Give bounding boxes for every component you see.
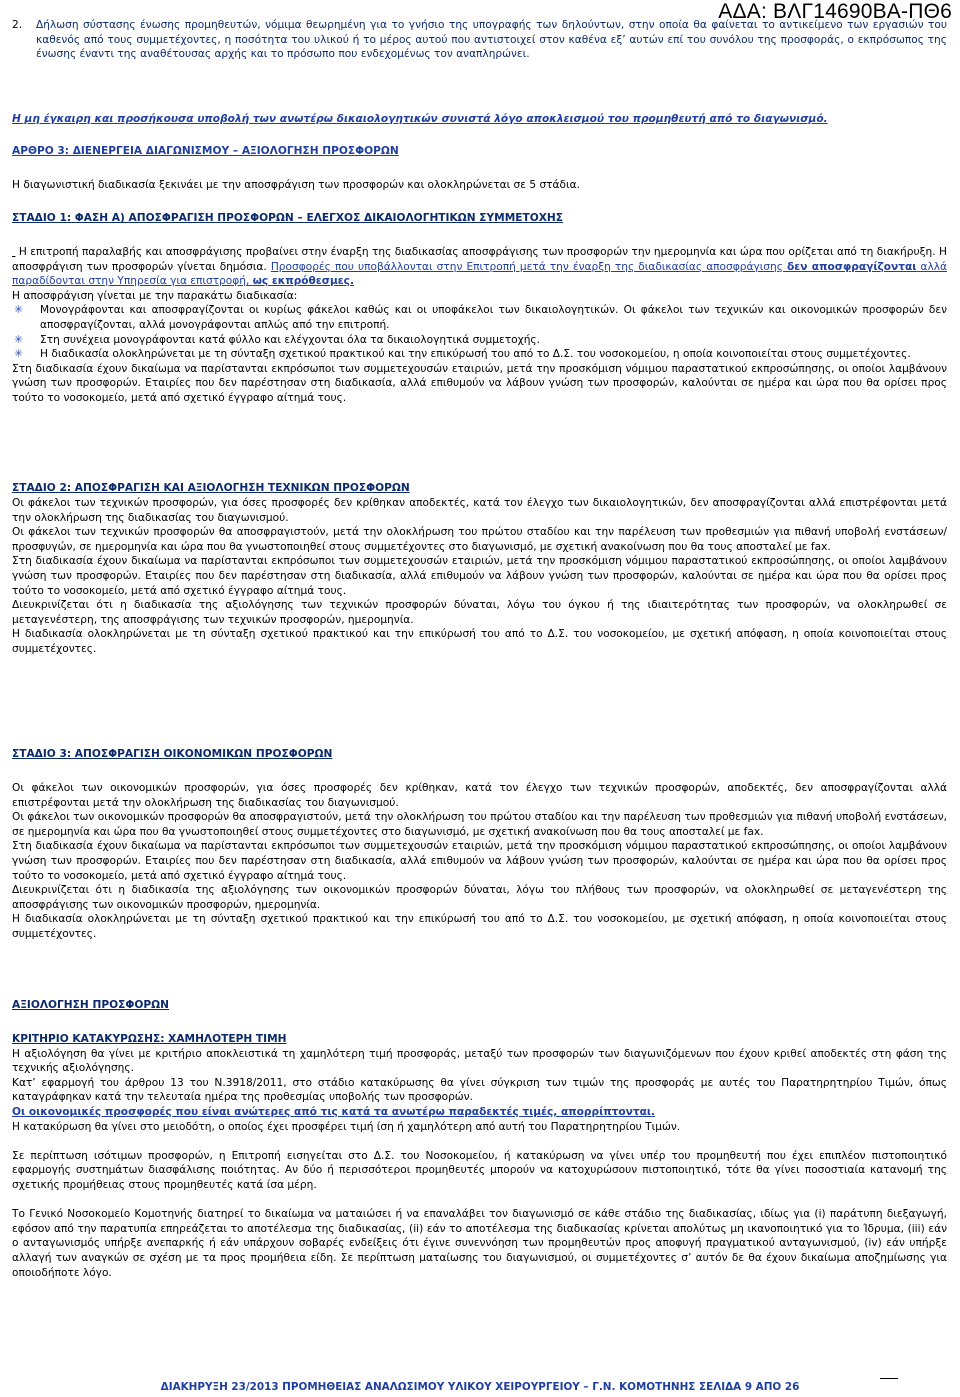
stage-1-heading	[12, 211, 947, 226]
stage-1-title: ΣΤΑΔΙΟ 1: ΦΑΣΗ Α) ΑΠΟΣΦΡΑΓΙΣΗ ΠΡΟΣΦΟΡΩΝ – ΕΛΕΓΧΟΣ ΔΙΚΑΙΟΛΟΓΗΤΙΚΩΝ ΣΥΜΜΕΤΟΧΗΣ	[12, 212, 563, 224]
bullet-text: Η διαδικασία ολοκληρώνεται με τη σύνταξη σχετικού πρακτικού και την επικύρωσή του από το Δ.Σ. του νοσοκομείου, η οποία κοινοποιείται στους συμμετέχοντες.	[40, 348, 911, 361]
article-3-title: ΑΡΘΡΟ 3: ΔΙΕΝΕΡΓΕΙΑ ΔΙΑΓΩΝΙΣΜΟΥ – ΑΞΙΟΛΟΓΗΣΗ ΠΡΟΣΦΟΡΩΝ	[12, 145, 399, 157]
stage-3-paragraph: Διευκρινίζεται ότι η διαδικασία της αξιολόγησης των οικονομικών προσφορών δύναται, λόγω του πλήθους των προσφορών, να ολοκληρωθεί σε μεταγενέστερη της αποσφράγισης των οικονομικών προσφορών, ημερομηνία.	[12, 884, 947, 911]
bullet-item	[12, 347, 947, 362]
stage-2-paragraph: Διευκρινίζεται ότι η διαδικασία της αξιολόγησης των τεχνικών προσφορών δύναται, λόγω του όγκου ή της ιδιαιτερότητας των προσφορών, να ολοκληρωθεί σε μεταγενέστερη, της αποσφράγισης των τεχνικών προσφορών, ημερομηνία.	[12, 599, 947, 626]
late-offers-text: Προσφορές που υποβάλλονται στην Επιτροπή μετά την έναρξη της διαδικασίας αποσφράγισης	[270, 260, 788, 273]
late-label: ως εκπρόθεσμες.	[252, 275, 354, 288]
stage-3-paragraph: Οι φάκελοι των οικονομικών προσφορών θα αποσφραγιστούν, μετά την ολοκλήρωση του πρώτου σταδίου και την παρέλευση των προθεσμιών για πιθανή υποβολή ενστάσεων, σε ημερομηνία και ώρα που θα γνωστοποιηθεί στους συμμετέχοντες στο διαγωνισμό, με σχετική ανακοίνωση που θα τους αποσταλεί με fax.	[12, 811, 947, 838]
asterisk-bullet-icon: ✳	[14, 332, 24, 346]
criterion-title: ΚΡΙΤΗΡΙΟ ΚΑΤΑΚΥΡΩΣΗΣ: ΧΑΜΗΛΟΤΕΡΗ ΤΙΜΗ	[12, 1033, 287, 1045]
asterisk-bullet-icon: ✳	[14, 347, 24, 361]
stage-1-paragraph-2: Η αποσφράγιση γίνεται με την παρακάτω διαδικασία:	[12, 289, 298, 302]
stage-2-body	[12, 496, 947, 657]
exclusion-note: Η μη έγκαιρη και προσήκουσα υποβολή των ανωτέρω δικαιολογητικών συνιστά λόγο αποκλεισμού του προμηθευτή από το διαγωνισμό.	[12, 113, 828, 125]
rejection-note: Οι οικονομικές προσφορές που είναι ανώτερες από τις κατά τα ανωτέρω παραδεκτές τιμές, απορρίπτονται.	[12, 1105, 656, 1118]
stage-1-paragraph-1	[12, 245, 947, 289]
bullet-text: Μονογράφονται και αποσφραγίζονται οι κυρίως φάκελοι καθώς και οι υποφάκελοι των δικαιολογητικών. Οι φάκελοι των τεχνικών και οικονομικών προσφορών δεν αποσφραγίζονται, αλλά μονογράφονται απλώς από την επιτροπή.	[40, 304, 947, 331]
stage-3-heading	[12, 747, 947, 762]
stage-2-title: ΣΤΑΔΙΟ 2: ΑΠΟΣΦΡΑΓΙΣΗ ΚΑΙ ΑΞΙΟΛΟΓΗΣΗ ΤΕΧΝΙΚΩΝ ΠΡΟΣΦΟΡΩΝ	[12, 482, 410, 494]
bullet-item	[12, 303, 947, 332]
article-3-heading	[12, 144, 947, 159]
exclusion-note-block	[12, 112, 947, 127]
stage-3-paragraph: Οι φάκελοι των οικονομικών προσφορών, για όσες προσφορές δεν κρίθηκαν, κατά τον έλεγχο των τεχνικών προσφορών, αποδεκτές, δεν αποσφραγίζονται αλλά επιστρέφονται μετά την ολοκλήρωση της διαδικασίας του διαγωνισμού.	[12, 782, 947, 809]
list-number: 2.	[12, 19, 23, 31]
list-item-text: Δήλωση σύστασης ένωσης προμηθευτών, νόμιμα θεωρημένη για το γνήσιο της υπογραφής των δηλούντων, στην οποία θα φαίνεται το αντικείμενο των εργασιών του καθενός από τους συμμετέχοντες, η ποσότητα του υλικού ή το μέρος αυτού που αντιστοιχεί στον καθένα εξ’ αυτών επί του συνόλου της προσφοράς, ο εκπρόσωπος της ένωσης έναντι της αναθέτουσας αρχής και το πρόσωπο που ενδεχομένως τον αναπληρώνει.	[36, 19, 947, 61]
stage-1-body	[12, 245, 947, 406]
page-footer: ΔΙΑΚΗΡΥΞΗ 23/2013 ΠΡΟΜΗΘΕΙΑΣ ΑΝΑΛΩΣΙΜΟΥ ΥΛΙΚΟΥ ΧΕΙΡΟΥΡΓΕΙΟΥ – Γ.Ν. ΚΟΜΟΤΗΝΗΣ ΣΕΛΙΔΑ 9 ΑΠΟ 26	[160, 1381, 800, 1393]
bullet-text: Στη συνέχεια μονογράφονται κατά φύλλο και ελέγχονται όλα τα δικαιολογητικά συμμετοχής.	[40, 333, 540, 346]
stage-2-heading	[12, 481, 947, 496]
evaluation-paragraph: Σε περίπτωση ισότιμων προσφορών, η Επιτροπή εισηγείται στο Δ.Σ. του Νοσοκομείου, ή κατακύρωση να γίνει υπέρ του προμηθευτή που έχει επιπλέον πιστοποιητικό εφαρμογής συστημάτων διασφάλισης ποιότητας. Αν δύο ή περισσότεροι προμηθευτές μπορούν να κατοχυρώσουν πιστοποιητικό, τότε θα γίνει ποσοστιαία κατανομή της σχετικής προμήθειας στους προμηθευτές κατά ίσα μέρη.	[12, 1149, 947, 1191]
stage-3-title: ΣΤΑΔΙΟ 3: ΑΠΟΣΦΡΑΓΙΣΗ ΟΙΚΟΝΟΜΙΚΩΝ ΠΡΟΣΦΟΡΩΝ	[12, 748, 333, 760]
bullet-item	[12, 333, 947, 348]
evaluation-paragraph: Η αξιολόγηση θα γίνει με κριτήριο αποκλειστικά τη χαμηλότερη τιμή προσφοράς, μεταξύ των προσφορών των διαγωνιζόμενων που έχουν κριθεί αποδεκτές στη φάση της τεχνικής αξιολόγησης.	[12, 1047, 947, 1075]
stage-1-paragraph-3: Στη διαδικασία έχουν δικαίωμα να παρίστανται εκπρόσωποι των συμμετεχουσών εταιριών, μετά την προσκόμιση νόμιμου παραστατικού εκπροσώπησης, οι οποίοι λαμβάνουν γνώση των προσφορών. Εταιρίες που δεν παρέστησαν στη διαδικασία, αλλά επιθυμούν να λάβουν γνώση των προσφορών, καλούνται σε ημέρα και ώρα που θα ορίσει προς τούτο το νοσοκομείο, μετά από σχετικό έγγραφο αίτημά τους.	[12, 362, 947, 404]
stage-2-paragraph: Οι φάκελοι των τεχνικών προσφορών, για όσες προσφορές δεν κρίθηκαν αποδεκτές, κατά τον έλεγχο των δικαιολογητικών, δεν αποσφραγίζονται αλλά επιστρέφονται μετά την ολοκλήρωση της διαδικασίας του διαγωνισμού.	[12, 497, 947, 524]
stage-3-paragraph: Στη διαδικασία έχουν δικαίωμα να παρίστανται εκπρόσωποι των συμμετεχουσών εταιριών, μετά την προσκόμιση νόμιμου παραστατικού εκπροσώπησης, οι οποίοι λαμβάνουν γνώση των προσφορών. Εταιρίες που δεν παρέστησαν στη διαδικασία, αλλά επιθυμούν να λάβουν γνώση των προσφορών, καλούνται σε ημέρα και ώρα που θα ορίσει προς τούτο το νοσοκομείο, μετά από σχετικό έγγραφο αίτημά τους.	[12, 840, 947, 882]
article-3-intro	[12, 178, 947, 193]
stage-3-paragraph: Η διαδικασία ολοκληρώνεται με τη σύνταξη σχετικού πρακτικού και την επικύρωσή του από το Δ.Σ. του νοσοκομείου, με σχετική απόφαση, η οποία κοινοποιείται στους συμμετέχοντες.	[12, 913, 947, 940]
evaluation-paragraph: Η κατακύρωση θα γίνει στο μειοδότη, ο οποίος έχει προσφέρει τιμή ίση ή χαμηλότερη από αυτή του Παρατηρητηρίου Τιμών.	[12, 1120, 681, 1133]
stage-2-paragraph: Η διαδικασία ολοκληρώνεται με τη σύνταξη σχετικού πρακτικού και την επικύρωσή του από το Δ.Σ. του νοσοκομείου, με σχετική απόφαση, η οποία κοινοποιείται στους συμμετέχοντες.	[12, 628, 947, 655]
evaluation-heading	[12, 998, 947, 1013]
article-3-intro-text: Η διαγωνιστική διαδικασία ξεκινάει με την αποσφράγιση των προσφορών και ολοκληρώνεται σε 5 στάδια.	[12, 179, 580, 191]
evaluation-paragraph: Κατ’ εφαρμογή του άρθρου 13 του Ν.3918/2011, στο στάδιο κατακύρωσης θα γίνει σύγκριση των τιμών της προσφοράς με αυτές του Παρατηρητηρίου Τιμών, όπως καταγράφηκαν κατά την τελευταία ημέρα της προθεσμίας υποβολής των προσφορών.	[12, 1076, 947, 1104]
ada-code: ΑΔΑ: ΒΛΓ14690ΒΑ-ΠΘ6	[718, 0, 952, 23]
intro-list-item	[12, 18, 947, 62]
evaluation-body	[12, 1032, 947, 1280]
asterisk-bullet-icon: ✳	[14, 303, 24, 317]
stage-2-paragraph: Στη διαδικασία έχουν δικαίωμα να παρίστανται εκπρόσωποι των συμμετεχουσών εταιριών, μετά την προσκόμιση νόμιμου παραστατικού εκπροσώπησης, οι οποίοι λαμβάνουν γνώση των προσφορών. Εταιρίες που δεν παρέστησαν στη διαδικασία, αλλά επιθυμούν να λάβουν γνώση των προσφορών, καλούνται σε ημέρα και ώρα που θα ορίσει προς τούτο το νοσοκομείο, μετά από σχετικό έγγραφο αίτημά τους.	[12, 555, 947, 597]
footer-rule	[880, 1378, 898, 1379]
evaluation-title: ΑΞΙΟΛΟΓΗΣΗ ΠΡΟΣΦΟΡΩΝ	[12, 999, 169, 1011]
stage-3-body	[12, 781, 947, 942]
not-opened-text: δεν αποσφραγίζονται	[787, 260, 917, 273]
evaluation-paragraph: Το Γενικό Νοσοκομείο Κομοτηνής διατηρεί το δικαίωμα να ματαιώσει ή να επαναλάβει τον διαγωνισμό σε κάθε στάδιο της διαδικασίας, ιδίως για (i) παράτυπη διεξαγωγή, εφόσον από την παρατυπία επηρεάζεται το αποτέλεσμα της διαδικασίας, (ii) εάν το αποτέλεσμα της διαδικασίας κρίνεται απολύτως μη ικανοποιητικό για το Ίδρυμα, (iii) εάν ο ανταγωνισμός υπήρξε ανεπαρκής ή εάν υπάρχουν σοβαρές ενδείξεις ότι έγινε συνεννόηση των προμηθευτών προς αποφυγή πραγματικού ανταγωνισμού, (iv) εάν υπήρξε αλλαγή των αναγκών σε σχέση με τα προς προμήθεια είδη. Σε περίπτωση ματαίωσης του διαγωνισμού, οι συμμετέχοντες σ’ αυτόν δε θα έχουν δικαίωμα αποζημίωσης για οποιοδήποτε λόγο.	[12, 1208, 947, 1279]
stage-2-paragraph: Οι φάκελοι των τεχνικών προσφορών θα αποσφραγιστούν, μετά την ολοκλήρωση του πρώτου σταδίου και την παρέλευση των προθεσμιών για πιθανή υποβολή ενστάσεων/προσφυγών, σε ημερομηνία και ώρα που θα γνωστοποιηθεί στους συμμετέχοντες στο διαγωνισμό, με σχετική ανακοίνωση που θα τους αποσταλεί με fax.	[12, 526, 947, 553]
returned-text: αλλά παραδίδονται στην Υπηρεσία για επιστροφή,	[12, 260, 947, 288]
stage-1-p1-text: Η επιτροπή παραλαβής και αποσφράγισης προβαίνει στην έναρξη της διαδικασίας αποσφράγισης των προσφορών την ημερομηνία και ώρα που ορίζεται από τη διακήρυξη. Η αποσφράγιση των προσφορών γίνεται δημόσια.	[12, 246, 947, 273]
